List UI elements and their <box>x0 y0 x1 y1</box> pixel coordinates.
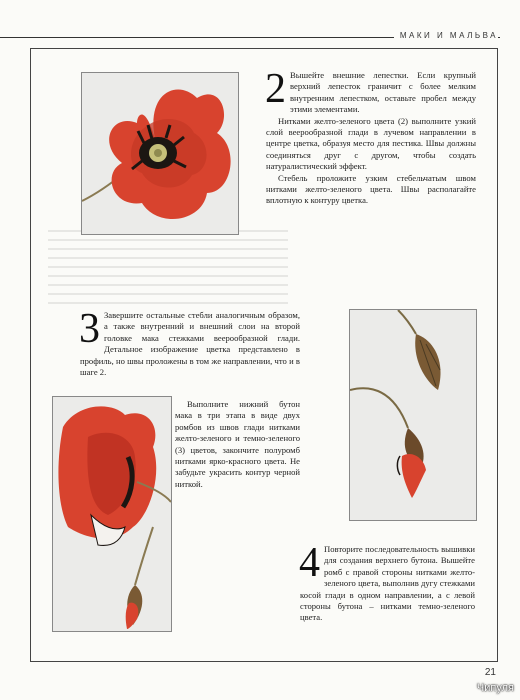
step-3-paragraph-1: Завершите остальные стебли аналогичным образом, а также внутренний и внешний слои на второй головке мака стежками веерообразной глади. Детальное изображение цветка представлено в профиль, но швы проложены в том же направлении, что и в шаге 2. <box>80 310 300 378</box>
poppy-front-photo <box>81 72 239 235</box>
step-2-paragraph-3: Стебель проложите узким стебельчатым швом нитками желто-зеленого цвета. Швы располагайте вплотную к контуру цветка. <box>266 172 476 206</box>
step-4-text <box>299 540 475 624</box>
step-4-number: 4 <box>299 540 320 586</box>
step-3-text <box>79 306 300 378</box>
step-2-text <box>265 66 476 207</box>
watermark: Чипуля <box>476 682 514 694</box>
step-2-paragraph-2: Нитками желто-зеленого цвета (2) выполните узкий слой веерообразной глади в лучевом направлении в центре цветка, образуя место для пестика. Швы должны соединяться друг с другом, чтобы создать натуралистический эффект. <box>266 115 476 172</box>
step-3-paragraph-2: Выполните нижний бутон мака в три этапа в виде двух ромбов из швов глади нитками желто-зеленого и темно-зеленого (3) цветов, закончите полуромб нитками ярко-красного цвета. Не забудьте украсить контур черной ниткой. <box>175 399 300 489</box>
step-2-paragraph-1: Вышейте внешние лепестки. Если крупный верхний лепесток граничит с более мелким внутренним лепестком, оставьте пробел между этими элементами. <box>290 70 476 115</box>
poppy-buds-illustration <box>350 310 476 520</box>
poppy-buds-photo <box>349 309 477 521</box>
step-3-number: 3 <box>79 306 100 352</box>
running-head: МАКИ И МАЛЬВА <box>394 31 498 40</box>
bleed-through-shadow <box>48 230 288 310</box>
poppy-profile-illustration <box>53 397 171 631</box>
page-number: 21 <box>484 667 496 678</box>
poppy-front-illustration <box>82 73 238 234</box>
poppy-profile-photo <box>52 396 172 632</box>
step-3-text-continued <box>175 399 300 490</box>
step-4-paragraph-1: Повторите последовательность вышивки для создания верхнего бутона. Вышейте ромб с правой стороны нитками желто-зеленого цвета, выполнив дугу стежками косой глади в одном направлении, а с левой стороны бутона – нитками темно-зеленого цвета. <box>300 544 475 623</box>
step-2-number: 2 <box>265 66 286 112</box>
